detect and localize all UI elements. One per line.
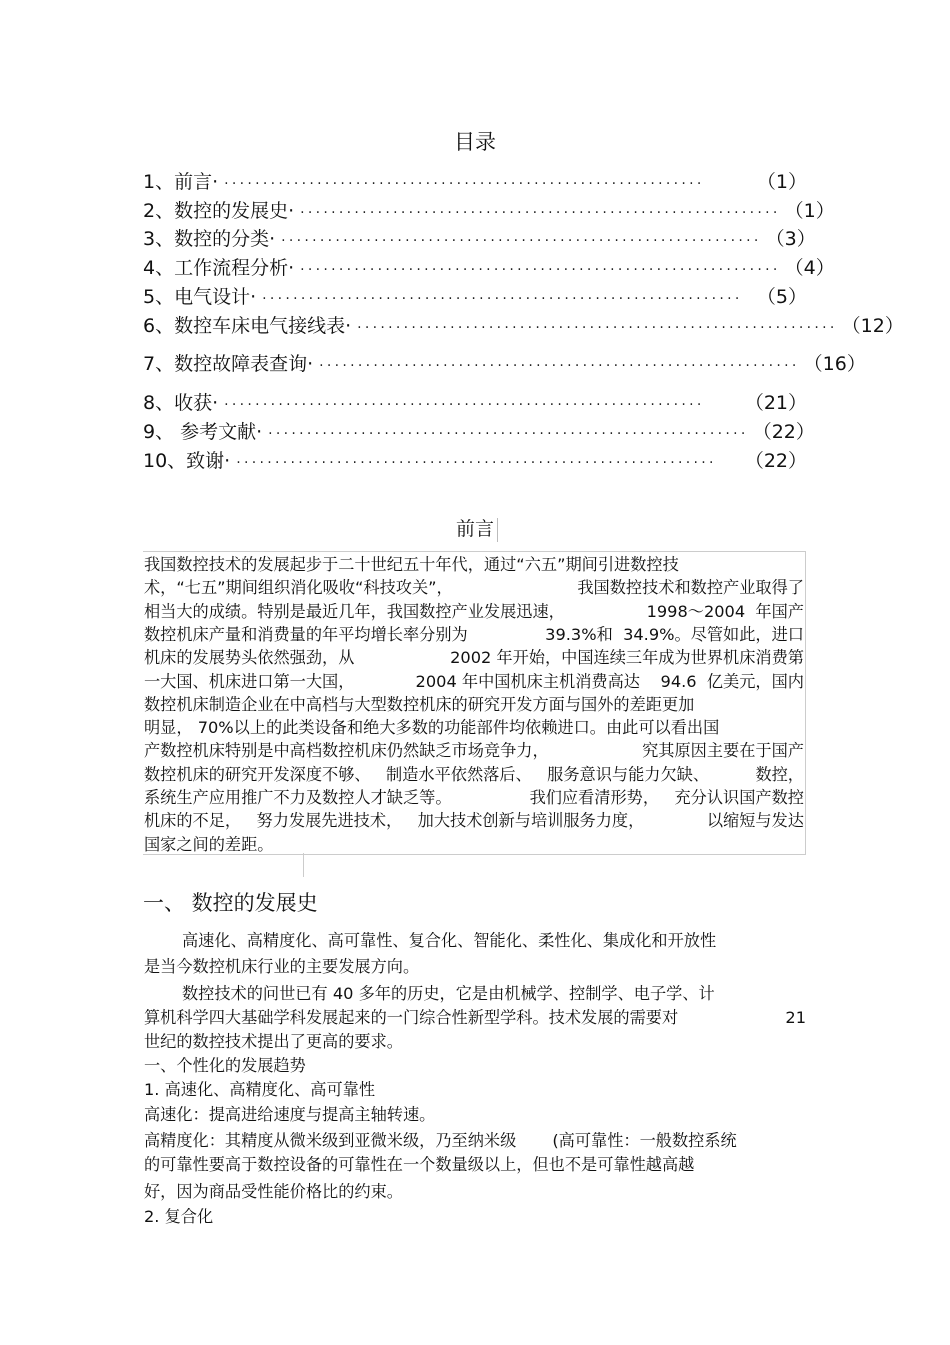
item-1-heading: 1. 高速化、高精度化、高可靠性: [144, 1080, 376, 1099]
toc-entry-label: 9、 参考文献·: [143, 421, 263, 443]
preface-line: [144, 670, 804, 694]
item-2-heading: 2. 复合化: [144, 1207, 214, 1226]
precision-line: [144, 1129, 737, 1153]
toc-entry-label: 7、数控故障表查询·: [143, 353, 314, 375]
preface-line-text: 国家之间的差距。: [144, 835, 274, 854]
preface-line-text: 机床的发展势头依然强劲，从: [144, 648, 355, 667]
toc-entry-page: （16）: [803, 353, 866, 375]
toc-entry-page: （1）: [756, 171, 807, 193]
history-para2-line1: 数控技术的问世已有 40 多年的历史，它是由机械学、控制学、电子学、计: [182, 984, 715, 1003]
toc-entry-label: 5、电气设计·: [143, 286, 257, 308]
preface-line-tail: 我们应看清形势， 充分认识国产数控: [529, 788, 804, 807]
preface-line-tail: 我国数控技术和数控产业取得了: [577, 578, 804, 597]
toc-leader-dots: ······························································: [224, 397, 705, 413]
toc-leader-dots: ······························································: [268, 426, 749, 442]
toc-leader-dots: ······························································: [357, 320, 838, 336]
toc-entry-page: （4）: [784, 257, 835, 279]
preface-title: 前言: [455, 518, 494, 540]
preface-line-tail: 2002 年开始，中国连续三年成为世界机床消费第: [450, 648, 804, 667]
preface-line: [144, 693, 694, 717]
history-para2-line2: [144, 1006, 806, 1030]
toc-entry[interactable]: [143, 225, 816, 253]
preface-line-text: 产数控机床特别是中高档数控机床仍然缺乏市场竞争力，: [144, 741, 549, 760]
toc-leader-dots: ······························································: [224, 176, 705, 192]
toc-leader-dots: ······························································: [319, 358, 800, 374]
toc-entry[interactable]: [143, 312, 904, 340]
preface-line: [144, 576, 804, 600]
toc-title: 目录: [454, 130, 496, 154]
preface-line: [144, 809, 804, 833]
preface-line: [144, 739, 804, 763]
preface-line: [144, 623, 804, 647]
reliability-line1: 的可靠性要高于数控设备的可靠性在一个数量级以上，但也不是可靠性越高越: [144, 1155, 695, 1174]
text-cursor-mark: [497, 518, 498, 542]
preface-line-text: 我国数控技术的发展起步于二十世纪五十年代，通过“六五”期间引进数控技: [144, 555, 679, 574]
reliability-start: (高可靠性：一般数控系统: [552, 1131, 737, 1150]
preface-line-text: 相当大的成绩。特别是最近几年，我国数控产业发展迅速，: [144, 602, 565, 621]
toc-entry[interactable]: [143, 418, 815, 446]
toc-entry[interactable]: [143, 197, 835, 225]
precision-text: 高精度化：其精度从微米级到亚微米级，乃至纳米级: [144, 1131, 517, 1150]
preface-line: [144, 553, 679, 577]
preface-line-tail: 2004 年中国机床主机消费高达 94.6 亿美元，国内: [415, 672, 804, 691]
history-para2-line2-num: 21: [785, 1008, 806, 1027]
toc-entry[interactable]: [143, 447, 807, 475]
toc-leader-dots: ······························································: [281, 233, 762, 249]
preface-line: [144, 600, 804, 624]
toc-entry-page: （12）: [841, 315, 904, 337]
toc-leader-dots: ······························································: [300, 205, 781, 221]
history-para2-line3: 世纪的数控技术提出了更高的要求。: [144, 1032, 403, 1051]
toc-entry-page: （22）: [752, 421, 815, 443]
frame-tick: [303, 853, 304, 877]
reliability-line2: 好，因为商品受性能价格比的约束。: [144, 1182, 403, 1201]
preface-line: [144, 716, 719, 740]
preface-line-tail: 究其原因主要在于国产: [642, 741, 804, 760]
toc-entry-page: （3）: [765, 228, 816, 250]
toc-entry-page: （21）: [744, 392, 807, 414]
preface-line: [144, 763, 804, 787]
toc-entry[interactable]: [143, 350, 866, 378]
preface-line-text: 术，“七五”期间组织消化吸收“科技攻关”，: [144, 578, 453, 597]
preface-line: [144, 833, 274, 857]
preface-line-tail: 1998～2004 年国产: [646, 602, 804, 621]
preface-line-text: 一大国、机床进口第一大国，: [144, 672, 355, 691]
preface-line-text: 明显， 70%以上的此类设备和绝大多数的功能部件均依赖进口。由此可以看出国: [144, 718, 720, 737]
toc-leader-dots: ······························································: [300, 262, 781, 278]
preface-line-text: 机床的不足， 努力发展先进技术， 加大技术创新与培训服务力度，: [144, 811, 645, 830]
toc-entry-label: 6、数控车床电气接线表·: [143, 315, 352, 337]
preface-line-tail: 39.3%和 34.9%。尽管如此，进口: [545, 625, 804, 644]
preface-line-tail: 以缩短与发达: [706, 811, 804, 830]
toc-leader-dots: ······························································: [262, 291, 743, 307]
preface-line-text: 数控机床产量和消费量的年平均增长率分别为: [144, 625, 468, 644]
preface-line-text: 数控机床的研究开发深度不够、 制造水平依然落后、 服务意识与能力欠缺、: [144, 765, 710, 784]
toc-entry[interactable]: [143, 389, 807, 417]
toc-entry[interactable]: [143, 168, 807, 196]
toc-leader-dots: ······························································: [236, 455, 717, 471]
speed-line: 高速化：提高进给速度与提高主轴转速。: [144, 1105, 436, 1124]
toc-entry-label: 10、致谢·: [143, 450, 231, 472]
history-para1-line1: 高速化、高精度化、高可靠性、复合化、智能化、柔性化、集成化和开放性: [182, 931, 717, 950]
preface-line-text: 数控机床制造企业在中高档与大型数控机床的研究开发方面与国外的差距更加: [144, 695, 695, 714]
toc-entry[interactable]: [143, 283, 807, 311]
toc-entry-page: （22）: [744, 450, 807, 472]
toc-entry-page: （5）: [756, 286, 807, 308]
toc-entry-label: 3、数控的分类·: [143, 228, 276, 250]
history-para2-line2-text: 算机科学四大基础学科发展起来的一门综合性新型学科。技术发展的需要对: [144, 1008, 679, 1027]
toc-entry[interactable]: [143, 254, 835, 282]
toc-entry-page: （1）: [784, 200, 835, 222]
toc-entry-label: 2、数控的发展史·: [143, 200, 295, 222]
history-heading: 一、 数控的发展史: [143, 891, 318, 915]
preface-line: [144, 786, 804, 810]
preface-line-text: 系统生产应用推广不力及数控人才缺乏等。: [144, 788, 452, 807]
preface-line-tail: 数控，: [755, 765, 804, 784]
history-para1-line2: 是当今数控机床行业的主要发展方向。: [144, 957, 420, 976]
trend-heading: 一、个性化的发展趋势: [144, 1056, 306, 1075]
toc-entry-label: 8、收获·: [143, 392, 219, 414]
preface-line: [144, 646, 804, 670]
toc-entry-label: 1、前言·: [143, 171, 219, 193]
toc-entry-label: 4、工作流程分析·: [143, 257, 295, 279]
